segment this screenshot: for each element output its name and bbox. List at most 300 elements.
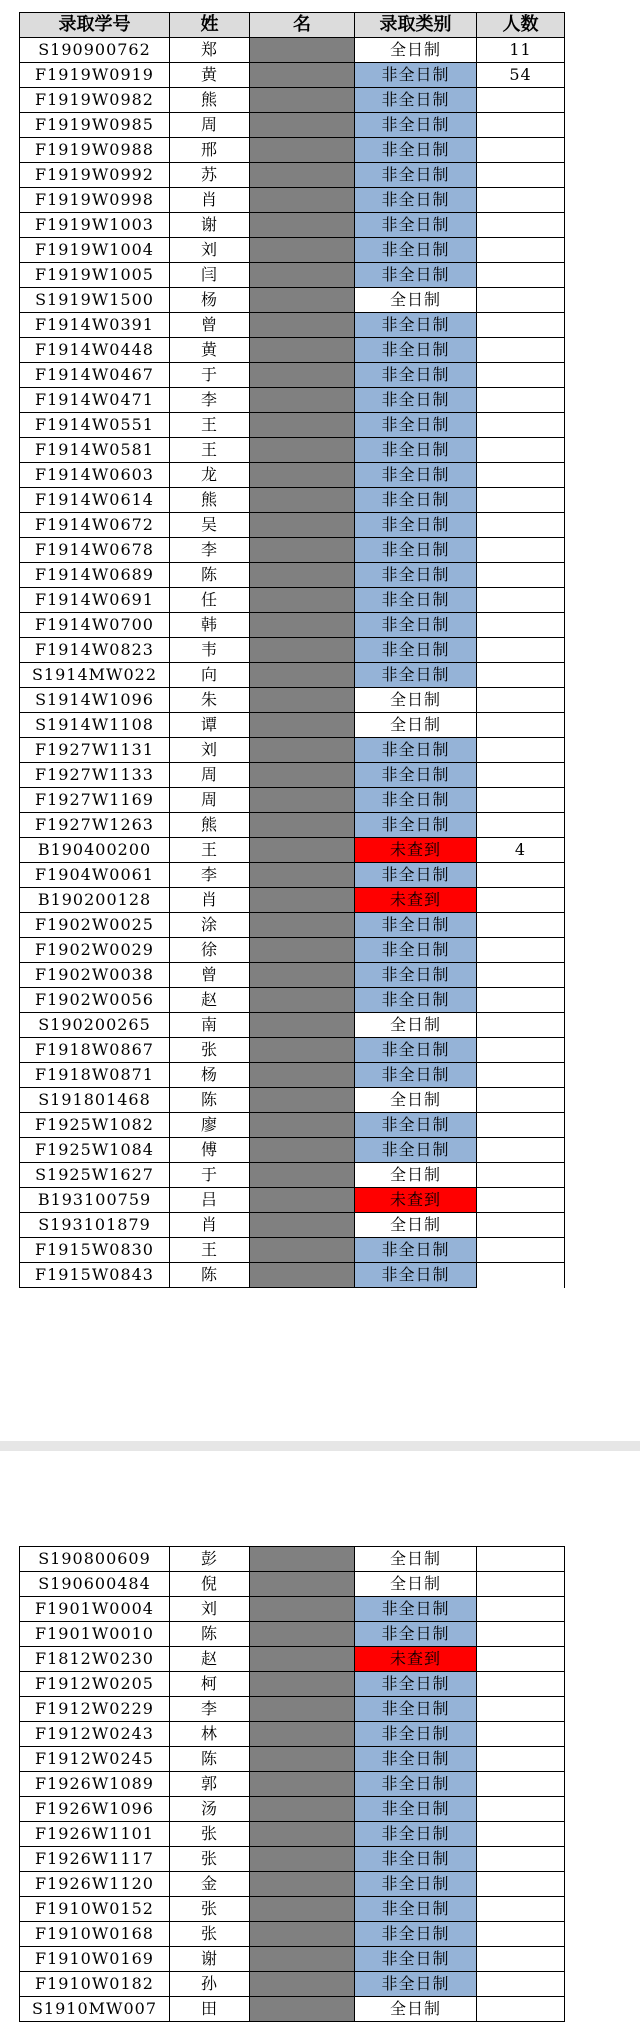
table-row	[20, 113, 565, 138]
admission-type-cell: 非全日制	[355, 613, 477, 638]
student-id-cell: F1914W0614	[20, 488, 170, 513]
count-cell	[477, 463, 565, 488]
count-cell: 11	[477, 38, 565, 63]
table-row	[20, 788, 565, 813]
count-cell	[477, 1722, 565, 1747]
redacted-name-cell	[250, 1597, 355, 1622]
admission-type-cell: 非全日制	[355, 463, 477, 488]
table-row	[20, 88, 565, 113]
count-cell	[477, 963, 565, 988]
redacted-name-cell	[250, 263, 355, 288]
admission-type-cell: 非全日制	[355, 1797, 477, 1822]
surname-cell: 肖	[170, 188, 250, 213]
redacted-name-cell	[250, 1088, 355, 1113]
surname-cell: 金	[170, 1872, 250, 1897]
surname-cell: 熊	[170, 813, 250, 838]
admission-type-cell: 非全日制	[355, 438, 477, 463]
table-row	[20, 338, 565, 363]
admission-type-cell: 非全日制	[355, 1672, 477, 1697]
admission-type-cell: 非全日制	[355, 1113, 477, 1138]
redacted-name-cell	[250, 1722, 355, 1747]
student-id-cell: F1910W0168	[20, 1922, 170, 1947]
table-row	[20, 513, 565, 538]
redacted-name-cell	[250, 363, 355, 388]
admission-type-cell: 全日制	[355, 1013, 477, 1038]
table-row	[20, 1647, 565, 1672]
surname-cell: 郭	[170, 1772, 250, 1797]
count-cell	[477, 363, 565, 388]
table-row	[20, 163, 565, 188]
admission-type-cell: 非全日制	[355, 1947, 477, 1972]
redacted-name-cell	[250, 588, 355, 613]
admission-type-cell: 非全日制	[355, 88, 477, 113]
surname-cell: 韩	[170, 613, 250, 638]
student-id-cell: B190200128	[20, 888, 170, 913]
surname-cell: 熊	[170, 88, 250, 113]
count-cell	[477, 1797, 565, 1822]
redacted-name-cell	[250, 638, 355, 663]
surname-cell: 倪	[170, 1572, 250, 1597]
table-row	[20, 963, 565, 988]
count-cell	[477, 863, 565, 888]
admission-type-cell: 非全日制	[355, 1038, 477, 1063]
admission-type-cell: 全日制	[355, 1572, 477, 1597]
count-cell	[477, 263, 565, 288]
table-row	[20, 1013, 565, 1038]
student-id-cell: F1926W1089	[20, 1772, 170, 1797]
surname-cell: 杨	[170, 1063, 250, 1088]
surname-cell: 闫	[170, 263, 250, 288]
student-id-cell: S190200265	[20, 1013, 170, 1038]
count-cell	[477, 313, 565, 338]
count-cell	[477, 1972, 565, 1997]
table-row	[20, 363, 565, 388]
redacted-name-cell	[250, 788, 355, 813]
surname-cell: 陈	[170, 1622, 250, 1647]
surname-cell: 肖	[170, 888, 250, 913]
redacted-name-cell	[250, 188, 355, 213]
count-cell	[477, 1238, 565, 1263]
surname-cell: 彭	[170, 1547, 250, 1572]
redacted-name-cell	[250, 1672, 355, 1697]
redacted-name-cell	[250, 963, 355, 988]
table-row	[20, 1238, 565, 1263]
table-row	[20, 1947, 565, 1972]
admission-type-cell: 非全日制	[355, 538, 477, 563]
surname-cell: 吴	[170, 513, 250, 538]
redacted-name-cell	[250, 1972, 355, 1997]
count-cell	[477, 1547, 565, 1572]
table-row	[20, 863, 565, 888]
student-id-cell: F1927W1131	[20, 738, 170, 763]
surname-cell: 曾	[170, 313, 250, 338]
redacted-name-cell	[250, 563, 355, 588]
admission-type-cell: 非全日制	[355, 588, 477, 613]
admission-type-cell: 非全日制	[355, 388, 477, 413]
table-row	[20, 813, 565, 838]
surname-cell: 李	[170, 863, 250, 888]
student-id-cell: F1914W0467	[20, 363, 170, 388]
table-row	[20, 1847, 565, 1872]
redacted-name-cell	[250, 163, 355, 188]
count-cell	[477, 1922, 565, 1947]
student-id-cell: F1812W0230	[20, 1647, 170, 1672]
admission-type-cell: 非全日制	[355, 63, 477, 88]
count-cell	[477, 1088, 565, 1113]
count-cell	[477, 1038, 565, 1063]
surname-cell: 苏	[170, 163, 250, 188]
count-cell	[477, 1672, 565, 1697]
admission-type-cell: 非全日制	[355, 1597, 477, 1622]
redacted-name-cell	[250, 88, 355, 113]
redacted-name-cell	[250, 1547, 355, 1572]
count-cell	[477, 188, 565, 213]
admission-type-cell: 非全日制	[355, 1822, 477, 1847]
count-cell	[477, 163, 565, 188]
table-row	[20, 1113, 565, 1138]
admission-type-cell: 非全日制	[355, 813, 477, 838]
table-row	[20, 1797, 565, 1822]
student-id-cell: F1901W0004	[20, 1597, 170, 1622]
redacted-name-cell	[250, 1847, 355, 1872]
table-row	[20, 238, 565, 263]
table-row	[20, 888, 565, 913]
redacted-name-cell	[250, 1113, 355, 1138]
admission-type-cell: 非全日制	[355, 1622, 477, 1647]
header-count: 人数	[477, 13, 565, 38]
surname-cell: 汤	[170, 1797, 250, 1822]
admission-type-cell: 非全日制	[355, 638, 477, 663]
student-id-cell: F1927W1133	[20, 763, 170, 788]
admission-type-cell: 非全日制	[355, 488, 477, 513]
header-name: 名	[250, 13, 355, 38]
admission-type-cell: 非全日制	[355, 1922, 477, 1947]
count-cell	[477, 1697, 565, 1722]
student-id-cell: F1919W1003	[20, 213, 170, 238]
surname-cell: 谢	[170, 1947, 250, 1972]
surname-cell: 刘	[170, 1597, 250, 1622]
surname-cell: 郑	[170, 38, 250, 63]
admission-type-cell: 非全日制	[355, 238, 477, 263]
count-cell	[477, 1897, 565, 1922]
count-cell	[477, 1822, 565, 1847]
table-row	[20, 1997, 565, 2022]
count-cell	[477, 288, 565, 313]
table-row	[20, 1897, 565, 1922]
count-cell	[477, 663, 565, 688]
student-id-cell: F1927W1263	[20, 813, 170, 838]
table-row	[20, 1722, 565, 1747]
count-cell	[477, 1597, 565, 1622]
admission-type-cell: 非全日制	[355, 138, 477, 163]
surname-cell: 周	[170, 763, 250, 788]
admission-type-cell: 非全日制	[355, 963, 477, 988]
redacted-name-cell	[250, 1772, 355, 1797]
redacted-name-cell	[250, 713, 355, 738]
admission-type-cell: 非全日制	[355, 1897, 477, 1922]
surname-cell: 周	[170, 113, 250, 138]
redacted-name-cell	[250, 538, 355, 563]
student-id-cell: F1915W0843	[20, 1263, 170, 1288]
header-id: 录取学号	[20, 13, 170, 38]
student-id-cell: F1926W1120	[20, 1872, 170, 1897]
surname-cell: 谭	[170, 713, 250, 738]
table-row	[20, 1188, 565, 1213]
table-row	[20, 913, 565, 938]
table-row	[20, 738, 565, 763]
redacted-name-cell	[250, 1897, 355, 1922]
admission-type-cell: 非全日制	[355, 938, 477, 963]
table-row	[20, 1747, 565, 1772]
admission-type-cell: 全日制	[355, 288, 477, 313]
student-id-cell: F1902W0029	[20, 938, 170, 963]
redacted-name-cell	[250, 688, 355, 713]
redacted-name-cell	[250, 488, 355, 513]
surname-cell: 吕	[170, 1188, 250, 1213]
student-id-cell: S190800609	[20, 1547, 170, 1572]
admission-type-cell: 未查到	[355, 1188, 477, 1213]
table-row	[20, 938, 565, 963]
surname-cell: 黄	[170, 338, 250, 363]
admission-type-cell: 全日制	[355, 1997, 477, 2022]
admission-type-cell: 全日制	[355, 1088, 477, 1113]
student-id-cell: F1914W0672	[20, 513, 170, 538]
surname-cell: 涂	[170, 913, 250, 938]
student-id-cell: F1914W0448	[20, 338, 170, 363]
admission-type-cell: 非全日制	[355, 113, 477, 138]
surname-cell: 田	[170, 1997, 250, 2022]
student-id-cell: F1919W1004	[20, 238, 170, 263]
admission-type-cell: 非全日制	[355, 1138, 477, 1163]
surname-cell: 任	[170, 588, 250, 613]
redacted-name-cell	[250, 1138, 355, 1163]
table-row	[20, 1572, 565, 1597]
surname-cell: 赵	[170, 1647, 250, 1672]
admission-type-cell: 非全日制	[355, 1238, 477, 1263]
redacted-name-cell	[250, 113, 355, 138]
admission-type-cell: 全日制	[355, 1163, 477, 1188]
admission-type-cell: 非全日制	[355, 738, 477, 763]
admission-type-cell: 非全日制	[355, 1847, 477, 1872]
surname-cell: 杨	[170, 288, 250, 313]
student-id-cell: S190900762	[20, 38, 170, 63]
surname-cell: 陈	[170, 1263, 250, 1288]
surname-cell: 谢	[170, 213, 250, 238]
admission-type-cell: 非全日制	[355, 913, 477, 938]
redacted-name-cell	[250, 1822, 355, 1847]
admission-type-cell: 非全日制	[355, 663, 477, 688]
student-id-cell: F1912W0229	[20, 1697, 170, 1722]
admission-type-cell: 非全日制	[355, 313, 477, 338]
count-cell	[477, 1063, 565, 1088]
table-row	[20, 713, 565, 738]
table-row	[20, 1622, 565, 1647]
admission-type-cell: 非全日制	[355, 163, 477, 188]
student-id-cell: F1910W0182	[20, 1972, 170, 1997]
redacted-name-cell	[250, 1063, 355, 1088]
redacted-name-cell	[250, 238, 355, 263]
student-id-cell: S1914W1108	[20, 713, 170, 738]
surname-cell: 柯	[170, 1672, 250, 1697]
admission-type-cell: 非全日制	[355, 213, 477, 238]
surname-cell: 刘	[170, 238, 250, 263]
admission-type-cell: 全日制	[355, 688, 477, 713]
admission-type-cell: 非全日制	[355, 563, 477, 588]
surname-cell: 王	[170, 838, 250, 863]
surname-cell: 廖	[170, 1113, 250, 1138]
table-row	[20, 538, 565, 563]
admission-type-cell: 全日制	[355, 1547, 477, 1572]
count-cell	[477, 813, 565, 838]
admission-type-cell: 非全日制	[355, 763, 477, 788]
student-id-cell: F1918W0871	[20, 1063, 170, 1088]
redacted-name-cell	[250, 1997, 355, 2022]
table-row	[20, 188, 565, 213]
redacted-name-cell	[250, 413, 355, 438]
table-row	[20, 488, 565, 513]
table-row	[20, 1672, 565, 1697]
student-id-cell: F1912W0205	[20, 1672, 170, 1697]
table-row	[20, 663, 565, 688]
admission-table-top	[19, 12, 565, 1288]
surname-cell: 张	[170, 1822, 250, 1847]
student-id-cell: F1914W0700	[20, 613, 170, 638]
admission-type-cell: 未查到	[355, 838, 477, 863]
student-id-cell: F1910W0169	[20, 1947, 170, 1972]
admission-type-cell: 全日制	[355, 38, 477, 63]
redacted-name-cell	[250, 1188, 355, 1213]
surname-cell: 黄	[170, 63, 250, 88]
redacted-name-cell	[250, 138, 355, 163]
student-id-cell: F1912W0243	[20, 1722, 170, 1747]
admission-type-cell: 全日制	[355, 1213, 477, 1238]
surname-cell: 南	[170, 1013, 250, 1038]
table-body-bottom	[20, 1547, 565, 2022]
student-id-cell: F1919W0992	[20, 163, 170, 188]
student-id-cell: F1914W0471	[20, 388, 170, 413]
count-cell	[477, 763, 565, 788]
table-row	[20, 388, 565, 413]
redacted-name-cell	[250, 663, 355, 688]
student-id-cell: F1902W0038	[20, 963, 170, 988]
redacted-name-cell	[250, 1747, 355, 1772]
surname-cell: 肖	[170, 1213, 250, 1238]
table-row	[20, 1822, 565, 1847]
count-cell	[477, 1772, 565, 1797]
admission-type-cell: 非全日制	[355, 1972, 477, 1997]
student-id-cell: S1925W1627	[20, 1163, 170, 1188]
surname-cell: 韦	[170, 638, 250, 663]
student-id-cell: S191801468	[20, 1088, 170, 1113]
table-row	[20, 588, 565, 613]
admission-type-cell: 非全日制	[355, 1747, 477, 1772]
student-id-cell: F1926W1096	[20, 1797, 170, 1822]
table-row	[20, 1063, 565, 1088]
student-id-cell: B193100759	[20, 1188, 170, 1213]
surname-cell: 孙	[170, 1972, 250, 1997]
count-cell	[477, 913, 565, 938]
redacted-name-cell	[250, 838, 355, 863]
surname-cell: 朱	[170, 688, 250, 713]
surname-cell: 赵	[170, 988, 250, 1013]
surname-cell: 林	[170, 1722, 250, 1747]
redacted-name-cell	[250, 463, 355, 488]
redacted-name-cell	[250, 738, 355, 763]
surname-cell: 曾	[170, 963, 250, 988]
surname-cell: 徐	[170, 938, 250, 963]
redacted-name-cell	[250, 1163, 355, 1188]
surname-cell: 张	[170, 1922, 250, 1947]
table-row	[20, 1547, 565, 1572]
surname-cell: 傅	[170, 1138, 250, 1163]
redacted-name-cell	[250, 1238, 355, 1263]
surname-cell: 陈	[170, 1747, 250, 1772]
header-type: 录取类别	[355, 13, 477, 38]
student-id-cell: F1912W0245	[20, 1747, 170, 1772]
redacted-name-cell	[250, 1697, 355, 1722]
count-cell	[477, 1847, 565, 1872]
redacted-name-cell	[250, 1213, 355, 1238]
count-cell	[477, 438, 565, 463]
student-id-cell: S1910MW007	[20, 1997, 170, 2022]
surname-cell: 邢	[170, 138, 250, 163]
redacted-name-cell	[250, 1263, 355, 1288]
count-cell	[477, 1113, 565, 1138]
surname-cell: 张	[170, 1897, 250, 1922]
admission-type-cell: 全日制	[355, 713, 477, 738]
count-cell	[477, 413, 565, 438]
redacted-name-cell	[250, 813, 355, 838]
table-row	[20, 1088, 565, 1113]
count-cell	[477, 1997, 565, 2022]
table-row	[20, 563, 565, 588]
admission-table-bottom	[19, 1546, 565, 2022]
count-cell	[477, 1213, 565, 1238]
count-cell	[477, 488, 565, 513]
redacted-name-cell	[250, 313, 355, 338]
student-id-cell: S190600484	[20, 1572, 170, 1597]
surname-cell: 周	[170, 788, 250, 813]
student-id-cell: F1914W0678	[20, 538, 170, 563]
student-id-cell: F1919W0982	[20, 88, 170, 113]
surname-cell: 李	[170, 538, 250, 563]
student-id-cell: F1901W0010	[20, 1622, 170, 1647]
count-cell	[477, 1188, 565, 1213]
redacted-name-cell	[250, 1647, 355, 1672]
count-cell	[477, 88, 565, 113]
page-divider	[0, 1441, 640, 1451]
table-row	[20, 288, 565, 313]
admission-type-cell: 非全日制	[355, 1263, 477, 1288]
count-cell	[477, 1947, 565, 1972]
surname-cell: 李	[170, 388, 250, 413]
count-cell	[477, 1163, 565, 1188]
redacted-name-cell	[250, 1797, 355, 1822]
table-row	[20, 1163, 565, 1188]
admission-type-cell: 非全日制	[355, 263, 477, 288]
count-cell	[477, 938, 565, 963]
redacted-name-cell	[250, 1922, 355, 1947]
admission-type-cell: 非全日制	[355, 413, 477, 438]
count-cell	[477, 638, 565, 663]
count-cell	[477, 388, 565, 413]
student-id-cell: F1910W0152	[20, 1897, 170, 1922]
student-id-cell: F1919W0919	[20, 63, 170, 88]
table-row	[20, 1597, 565, 1622]
count-cell	[477, 1572, 565, 1597]
table-row	[20, 313, 565, 338]
redacted-name-cell	[250, 763, 355, 788]
